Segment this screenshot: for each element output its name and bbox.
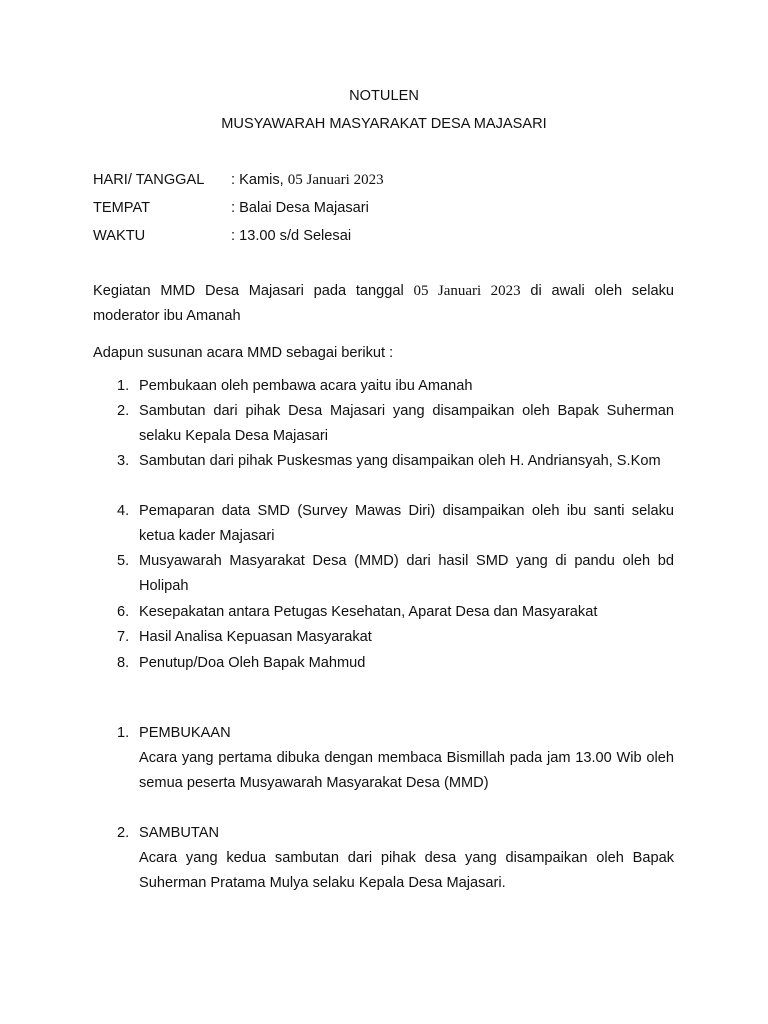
document-subtitle: MUSYAWARAH MASYARAKAT DESA MAJASARI	[221, 116, 547, 132]
agenda-intro: Adapun susunan acara MMD sebagai berikut :	[93, 345, 394, 361]
meeting-date: 05 Januari 2023	[287, 172, 384, 188]
intro-paragraph: Kegiatan MMD Desa Majasari pada tanggal 05 Januari 2023 di awali oleh selaku moderator ibu Amanah	[93, 283, 674, 324]
day-date-value: : Kamis, 05 Januari 2023	[231, 172, 384, 188]
time-label: WAKTU	[93, 228, 146, 244]
time-value: : 13.00 s/d Selesai	[231, 228, 352, 244]
section-heading: SAMBUTAN	[139, 825, 220, 841]
day-date-label: HARI/ TANGGAL	[93, 172, 205, 188]
place-value: : Balai Desa Majasari	[231, 200, 369, 216]
section-heading: PEMBUKAAN	[139, 725, 231, 741]
document-page: NOTULEN MUSYAWARAH MASYARAKAT DESA MAJASARI HARI/ TANGGAL : Kamis, 05 Januari 2023 TEMPAT : Balai Desa Majasari WAKTU : 13.00 s/d Selesai Kegiatan MMD Desa Majasari pada tanggal 05 Januari 2023 di awali oleh selaku moderator ibu Amanah Adapun susunan acara MMD sebagai berikut : 1. Pembukaan oleh pembawa acara yaitu ibu Amanah 2. Sambutan dari pihak Desa Majasari yang disampaikan oleh Bapak Suherman selaku Kepala Desa Majasari 3. Sambutan dari pihak Puskesmas yang disampaikan oleh H. Andriansyah, S.Kom 4. Pemaparan data SMD (Survey Mawas Diri) disampaikan oleh ibu santi selaku ketua kader Majasari 5. Musyawarah Masyarakat Desa (MMD) dari hasil SMD yang di pandu oleh bd Holipah 6. Kesepakatan antara Petugas Kesehatan, Aparat Desa dan Masyarakat 7. Hasil Analisa Kepuasan Masyarakat 8. Penutup/Doa Oleh Bapak Mahmud 1. PEMBUKAAN Acara yang pertama dibuka dengan membaca Bismillah pada jam 13.00 Wib oleh semua peserta Musyawarah Masyarakat Desa (MMD) 2. SAMBUTAN Acara yang kedua sambutan dari pihak desa yang disampaikan oleh Bapak Suherman Pratama Mulya selaku Kepala Desa Majasari.	[0, 0, 768, 1024]
document-title: NOTULEN	[349, 88, 419, 104]
place-label: TEMPAT	[93, 200, 151, 216]
section-body: Acara yang pertama dibuka dengan membaca Bismillah pada jam 13.00 Wib oleh semua peserta Musyawarah Masyarakat Desa (MMD)	[139, 750, 674, 791]
section-body: Acara yang kedua sambutan dari pihak desa yang disampaikan oleh Bapak Suherman Pratama Mulya selaku Kepala Desa Majasari.	[139, 850, 674, 891]
intro-date: 05 Januari 2023	[413, 283, 521, 299]
